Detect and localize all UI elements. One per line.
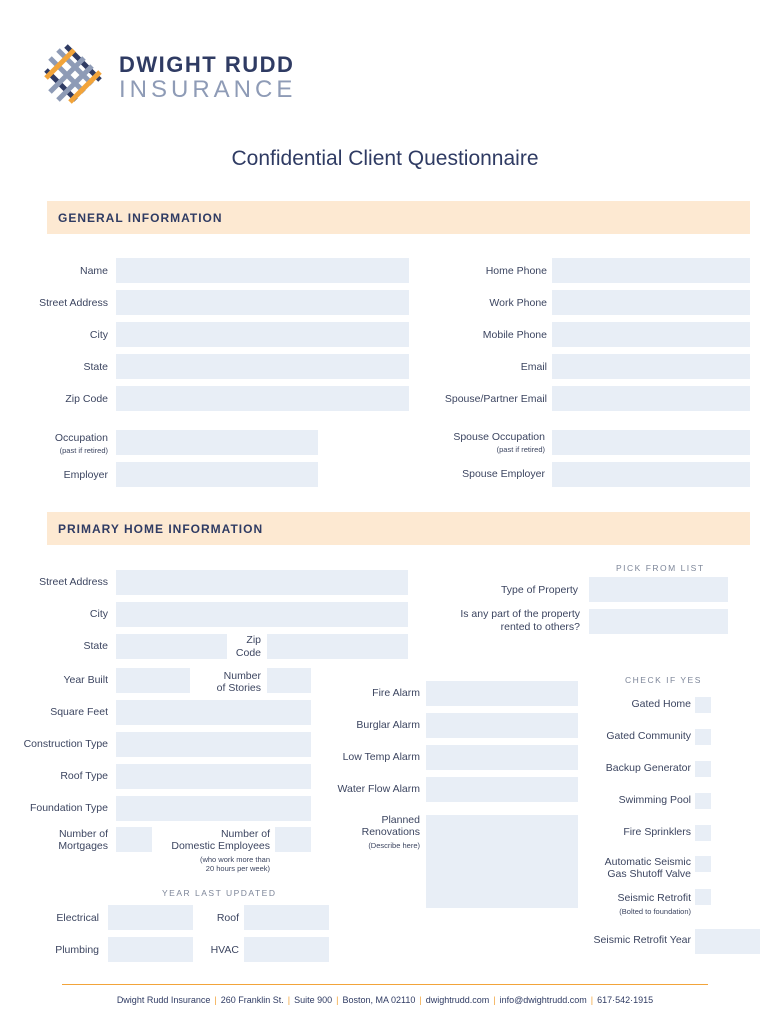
- seismic-retrofit-note: (Bolted to foundation): [619, 907, 691, 916]
- backup-generator-checkbox[interactable]: [695, 761, 711, 777]
- seismic-valve-label-2: Gas Shutoff Valve: [607, 868, 691, 880]
- domestic-note-1: (who work more than: [199, 855, 270, 864]
- city-label: City: [89, 329, 108, 341]
- stories-label-1: Number: [223, 670, 261, 682]
- gated-home-checkbox[interactable]: [695, 697, 711, 713]
- email-field[interactable]: [552, 354, 750, 379]
- spouse-occupation-field[interactable]: [552, 430, 750, 455]
- seismic-retrofit-year-field[interactable]: [695, 929, 760, 954]
- check-if-yes-caption: CHECK IF YES: [625, 675, 702, 685]
- rented-label-1: Is any part of the property: [460, 608, 580, 620]
- home-zip-label-2: Code: [235, 647, 261, 659]
- planned-note: (Describe here): [368, 841, 420, 850]
- spouse-email-field[interactable]: [552, 386, 750, 411]
- home-zip-field[interactable]: [267, 634, 408, 659]
- seismic-retrofit-label: Seismic Retrofit: [617, 892, 691, 904]
- spouse-email-label: Spouse/Partner Email: [444, 393, 547, 405]
- seismic-retrofit-year-label: Seismic Retrofit Year: [593, 934, 691, 946]
- stories-label-2: of Stories: [216, 682, 261, 694]
- footer-separator: |: [590, 995, 594, 1005]
- footer-separator: |: [493, 995, 496, 1005]
- low-temp-alarm-label: Low Temp Alarm: [342, 751, 420, 763]
- planned-label-1: Planned: [381, 814, 420, 826]
- plumbing-label: Plumbing: [55, 944, 99, 956]
- roof-type-field[interactable]: [116, 764, 311, 789]
- construction-label: Construction Type: [23, 738, 108, 750]
- fire-sprinklers-checkbox[interactable]: [695, 825, 711, 841]
- year-last-updated-caption: YEAR LAST UPDATED: [162, 888, 277, 898]
- work-phone-label: Work Phone: [489, 297, 547, 309]
- street-label: Street Address: [39, 297, 108, 309]
- spouse-employer-field[interactable]: [552, 462, 750, 487]
- square-feet-label: Square Feet: [50, 706, 108, 718]
- water-flow-alarm-field[interactable]: [426, 777, 578, 802]
- home-phone-label: Home Phone: [485, 265, 547, 277]
- hvac-label: HVAC: [210, 944, 239, 956]
- general-info-header: [47, 201, 750, 234]
- name-label: Name: [79, 265, 108, 277]
- home-phone-field[interactable]: [552, 258, 750, 283]
- home-street-label: Street Address: [39, 576, 108, 588]
- primary-home-header: [47, 512, 750, 545]
- spouse-occupation-label: Spouse Occupation: [453, 431, 545, 443]
- type-property-select[interactable]: [589, 577, 728, 602]
- seismic-valve-checkbox[interactable]: [695, 856, 711, 872]
- rented-select[interactable]: [589, 609, 728, 634]
- mortgages-label-2: Mortgages: [58, 840, 108, 852]
- footer-separator: |: [419, 995, 422, 1005]
- domestic-field[interactable]: [275, 827, 311, 852]
- home-city-field[interactable]: [116, 602, 408, 627]
- burglar-alarm-label: Burglar Alarm: [356, 719, 420, 731]
- home-city-label: City: [89, 608, 108, 620]
- mortgages-label-1: Number of: [58, 828, 108, 840]
- company-logo: [44, 44, 104, 106]
- electrical-label: Electrical: [56, 912, 99, 924]
- mortgages-field[interactable]: [116, 827, 152, 852]
- employer-label: Employer: [63, 469, 108, 481]
- burglar-alarm-field[interactable]: [426, 713, 578, 738]
- square-feet-field[interactable]: [116, 700, 311, 725]
- footer-separator: |: [336, 995, 339, 1005]
- zip-field[interactable]: [116, 386, 409, 411]
- street-field[interactable]: [116, 290, 409, 315]
- mobile-phone-field[interactable]: [552, 322, 750, 347]
- seismic-retrofit-checkbox[interactable]: [695, 889, 711, 905]
- pick-from-list-caption: PICK FROM LIST: [616, 563, 705, 573]
- footer-website-link[interactable]: dwightrudd.com: [425, 995, 490, 1005]
- roof-type-label: Roof Type: [60, 770, 108, 782]
- year-built-label: Year Built: [63, 674, 108, 686]
- stories-field[interactable]: [267, 668, 311, 693]
- footer-phone: 617·542·1915: [597, 995, 654, 1005]
- occupation-note: (past if retired): [59, 446, 108, 455]
- footer-email-link[interactable]: info@dwightrudd.com: [499, 995, 587, 1005]
- roof-year-label: Roof: [216, 912, 239, 924]
- fire-alarm-label: Fire Alarm: [372, 687, 420, 699]
- roof-year-field[interactable]: [244, 905, 329, 930]
- low-temp-alarm-field[interactable]: [426, 745, 578, 770]
- spouse-occupation-note: (past if retired): [496, 445, 545, 454]
- construction-field[interactable]: [116, 732, 311, 757]
- home-state-label: State: [83, 640, 108, 652]
- home-zip-label-1: Zip: [246, 634, 261, 646]
- page-title: Confidential Client Questionnaire: [231, 147, 539, 170]
- gated-community-label: Gated Community: [606, 730, 691, 742]
- seismic-valve-label-1: Automatic Seismic: [604, 856, 691, 868]
- gated-community-checkbox[interactable]: [695, 729, 711, 745]
- state-label: State: [83, 361, 108, 373]
- plumbing-field[interactable]: [108, 937, 193, 962]
- fire-alarm-field[interactable]: [426, 681, 578, 706]
- name-field[interactable]: [116, 258, 409, 283]
- footer-separator: |: [287, 995, 291, 1005]
- type-property-label: Type of Property: [500, 584, 578, 596]
- foundation-field[interactable]: [116, 796, 311, 821]
- gated-home-label: Gated Home: [631, 698, 691, 710]
- planned-label-2: Renovations: [361, 826, 420, 838]
- occupation-label: Occupation: [54, 432, 108, 444]
- email-label: Email: [520, 361, 547, 373]
- footer-suite: Suite 900: [294, 995, 333, 1005]
- swimming-pool-checkbox[interactable]: [695, 793, 711, 809]
- footer-company: Dwight Rudd Insurance: [116, 995, 211, 1005]
- state-field[interactable]: [116, 354, 409, 379]
- footer-city: Boston, MA 02110: [342, 995, 416, 1005]
- domestic-note-2: 20 hours per week): [205, 864, 270, 873]
- water-flow-alarm-label: Water Flow Alarm: [337, 783, 420, 795]
- footer-separator: |: [214, 995, 217, 1005]
- fire-sprinklers-label: Fire Sprinklers: [623, 826, 691, 838]
- work-phone-field[interactable]: [552, 290, 750, 315]
- backup-generator-label: Backup Generator: [605, 762, 691, 774]
- employer-field[interactable]: [116, 462, 318, 487]
- primary-home-title: PRIMARY HOME INFORMATION: [58, 522, 264, 536]
- hvac-field[interactable]: [244, 937, 329, 962]
- footer-divider: [62, 984, 708, 985]
- occupation-field[interactable]: [116, 430, 318, 455]
- footer-address: 260 Franklin St.: [220, 995, 284, 1005]
- mobile-phone-label: Mobile Phone: [482, 329, 547, 341]
- planned-renovations-field[interactable]: [426, 815, 578, 908]
- home-street-field[interactable]: [116, 570, 408, 595]
- company-subtitle: INSURANCE: [119, 76, 297, 103]
- foundation-label: Foundation Type: [29, 802, 108, 814]
- spouse-employer-label: Spouse Employer: [462, 468, 545, 480]
- domestic-label-1: Number of: [220, 828, 270, 840]
- general-info-title: GENERAL INFORMATION: [58, 211, 223, 225]
- rented-label-2: rented to others?: [500, 621, 580, 633]
- zip-label: Zip Code: [65, 393, 108, 405]
- city-field[interactable]: [116, 322, 409, 347]
- year-built-field[interactable]: [116, 668, 190, 693]
- company-name: DWIGHT RUDD: [119, 52, 295, 77]
- swimming-pool-label: Swimming Pool: [618, 794, 691, 806]
- electrical-field[interactable]: [108, 905, 193, 930]
- footer: [0, 995, 770, 1005]
- home-state-field[interactable]: [116, 634, 227, 659]
- domestic-label-2: Domestic Employees: [171, 840, 270, 852]
